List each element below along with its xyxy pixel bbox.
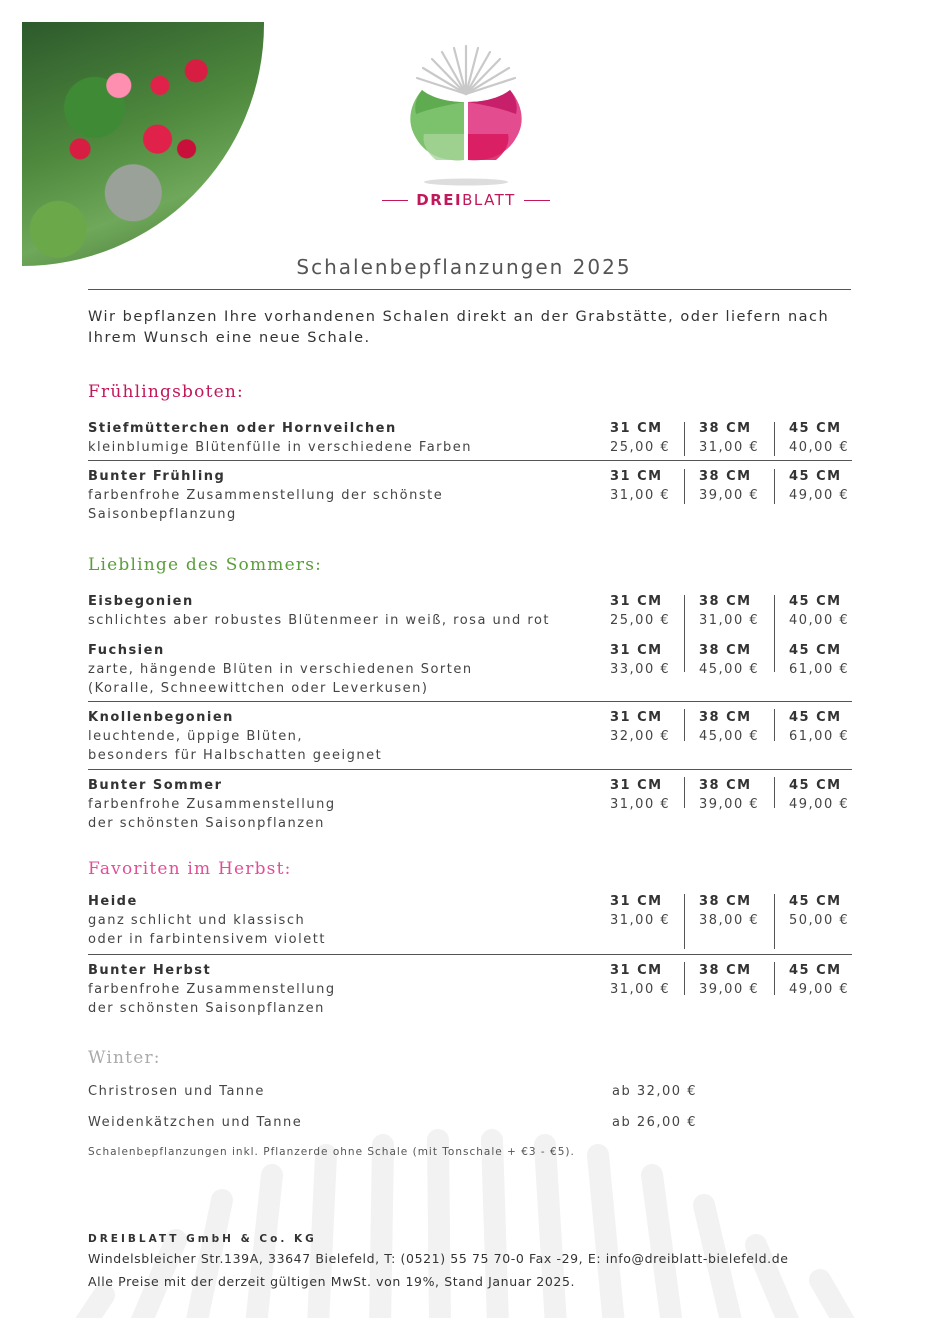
winter-item-name: Weidenkätzchen und Tanne <box>88 1115 303 1130</box>
price-value: 49,00 € <box>789 488 850 503</box>
size-label: 31 CM <box>610 421 663 436</box>
price-value: 40,00 € <box>789 440 850 455</box>
column-divider <box>774 894 775 949</box>
footnote: Schalenbepflanzungen inkl. Pflanzerde ohne Schale (mit Tonschale + €3 - €5). <box>88 1146 575 1158</box>
section-heading-spring: Frühlingsboten: <box>88 382 244 402</box>
price-column <box>789 709 874 746</box>
size-label: 45 CM <box>789 421 842 436</box>
size-label: 38 CM <box>699 894 752 909</box>
price-value: 50,00 € <box>789 913 850 928</box>
column-divider <box>684 595 685 672</box>
price-value: 49,00 € <box>789 982 850 997</box>
size-label: 31 CM <box>610 963 663 978</box>
size-label: 31 CM <box>610 469 663 484</box>
price-column <box>610 468 695 505</box>
price-value: 40,00 € <box>789 613 850 628</box>
size-label: 31 CM <box>610 710 663 725</box>
price-value: 31,00 € <box>699 613 760 628</box>
column-divider <box>684 962 685 995</box>
item-description: (Koralle, Schneewittchen oder Leverkusen) <box>88 681 429 696</box>
item-description: oder in farbintensivem violett <box>88 932 326 947</box>
price-value: 39,00 € <box>699 982 760 997</box>
price-value: 33,00 € <box>610 662 671 677</box>
item-name: Bunter Sommer <box>88 778 223 793</box>
title-divider <box>88 289 851 290</box>
item-description: ganz schlicht und klassisch <box>88 913 306 928</box>
price-column <box>699 962 784 999</box>
size-label: 45 CM <box>789 894 842 909</box>
size-label: 38 CM <box>699 778 752 793</box>
column-divider <box>684 777 685 808</box>
size-label: 31 CM <box>610 778 663 793</box>
price-item <box>88 420 852 457</box>
price-column <box>699 593 784 630</box>
column-divider <box>684 469 685 504</box>
size-label: 45 CM <box>789 710 842 725</box>
footer-vat-note: Alle Preise mit der derzeit gültigen MwSt. von 19%, Stand Januar 2025. <box>88 1274 576 1289</box>
brand-line-left <box>382 200 408 201</box>
price-value: 49,00 € <box>789 797 850 812</box>
price-value: 25,00 € <box>610 613 671 628</box>
item-description: zarte, hängende Blüten in verschiedenen Sorten <box>88 662 473 677</box>
brand-part-light: BLATT <box>462 191 516 209</box>
price-item <box>88 460 852 524</box>
item-name: Knollenbegonien <box>88 710 234 725</box>
intro-text: Wir bepflanzen Ihre vorhandenen Schalen direkt an der Grabstätte, oder liefern nach Ihrem Wunsch eine neue Schale. <box>88 309 830 346</box>
price-value: 31,00 € <box>699 440 760 455</box>
column-divider <box>684 422 685 456</box>
column-divider <box>774 595 775 672</box>
price-value: 31,00 € <box>610 982 671 997</box>
brand-part-bold: DREI <box>416 191 463 209</box>
winter-item-name: Christrosen und Tanne <box>88 1084 265 1099</box>
column-divider <box>774 422 775 456</box>
dreiblatt-logo-icon <box>376 42 556 212</box>
price-column <box>789 893 874 930</box>
item-description: der schönsten Saisonpflanzen <box>88 1001 325 1016</box>
size-label: 38 CM <box>699 469 752 484</box>
price-column <box>610 593 695 630</box>
price-value: 31,00 € <box>610 488 671 503</box>
size-label: 45 CM <box>789 963 842 978</box>
size-label: 31 CM <box>610 643 663 658</box>
price-value: 45,00 € <box>699 729 760 744</box>
column-divider <box>684 709 685 741</box>
price-item <box>88 893 852 949</box>
price-value: 32,00 € <box>610 729 671 744</box>
column-divider <box>684 894 685 949</box>
price-column <box>699 642 784 679</box>
size-label: 38 CM <box>699 643 752 658</box>
flower-bowl-photo <box>22 22 264 266</box>
item-description: schlichtes aber robustes Blütenmeer in weiß, rosa und rot <box>88 613 551 628</box>
item-description: der schönsten Saisonpflanzen <box>88 816 325 831</box>
price-value: 45,00 € <box>699 662 760 677</box>
price-column <box>610 893 695 930</box>
price-item <box>88 593 852 630</box>
price-column <box>699 777 784 814</box>
price-column <box>610 642 695 679</box>
price-column <box>699 420 784 457</box>
item-name: Bunter Frühling <box>88 469 226 484</box>
size-label: 31 CM <box>610 594 663 609</box>
price-value: 61,00 € <box>789 729 850 744</box>
price-value: 25,00 € <box>610 440 671 455</box>
brand-name <box>376 190 556 210</box>
size-label: 38 CM <box>699 594 752 609</box>
brand-wordmark <box>416 191 516 209</box>
price-column <box>699 468 784 505</box>
item-name: Stiefmütterchen oder Hornveilchen <box>88 421 397 436</box>
size-label: 45 CM <box>789 594 842 609</box>
price-item <box>88 769 852 833</box>
footer-company: DREIBLATT GmbH & Co. KG <box>88 1233 317 1245</box>
price-value: 38,00 € <box>699 913 760 928</box>
item-description: farbenfrohe Zusammenstellung <box>88 797 336 812</box>
price-column <box>789 777 874 814</box>
price-value: 39,00 € <box>699 488 760 503</box>
winter-item-price: ab 32,00 € <box>612 1084 697 1099</box>
section-heading-autumn: Favoriten im Herbst: <box>88 859 292 879</box>
price-column <box>610 777 695 814</box>
price-column <box>610 962 695 999</box>
price-column <box>789 468 874 505</box>
item-description: besonders für Halbschatten geeignet <box>88 748 383 763</box>
brand-line-right <box>524 200 550 201</box>
price-column <box>699 893 784 930</box>
column-divider <box>774 777 775 808</box>
item-description: Saisonbepflanzung <box>88 507 237 522</box>
price-column <box>789 642 874 679</box>
price-column <box>789 593 874 630</box>
price-column <box>610 420 695 457</box>
column-divider <box>774 469 775 504</box>
price-value: 31,00 € <box>610 913 671 928</box>
price-value: 61,00 € <box>789 662 850 677</box>
price-column <box>610 709 695 746</box>
item-name: Heide <box>88 894 138 909</box>
item-name: Eisbegonien <box>88 594 194 609</box>
size-label: 38 CM <box>699 421 752 436</box>
price-value: 31,00 € <box>610 797 671 812</box>
price-value: 39,00 € <box>699 797 760 812</box>
size-label: 45 CM <box>789 778 842 793</box>
section-heading-summer: Lieblinge des Sommers: <box>88 555 323 575</box>
price-item <box>88 642 852 698</box>
price-item <box>88 701 852 765</box>
section-heading-winter: Winter: <box>88 1048 161 1068</box>
item-description: farbenfrohe Zusammenstellung der schönste <box>88 488 444 503</box>
price-column <box>699 709 784 746</box>
column-divider <box>774 709 775 741</box>
winter-item-price: ab 26,00 € <box>612 1115 697 1130</box>
footer-address: Windelsbleicher Str.139A, 33647 Bielefeld, T: (0521) 55 75 70-0 Fax -29, E: info@dreiblatt-bielefeld.de <box>88 1251 789 1266</box>
price-column <box>789 420 874 457</box>
item-name: Fuchsien <box>88 643 165 658</box>
price-column <box>789 962 874 999</box>
item-description: leuchtende, üppige Blüten, <box>88 729 304 744</box>
price-item <box>88 954 852 1018</box>
page-title: Schalenbepflanzungen 2025 <box>296 255 632 279</box>
size-label: 45 CM <box>789 469 842 484</box>
column-divider <box>774 962 775 995</box>
size-label: 31 CM <box>610 894 663 909</box>
item-description: kleinblumige Blütenfülle in verschiedene Farben <box>88 440 473 455</box>
item-name: Bunter Herbst <box>88 963 212 978</box>
size-label: 38 CM <box>699 710 752 725</box>
size-label: 38 CM <box>699 963 752 978</box>
item-description: farbenfrohe Zusammenstellung <box>88 982 336 997</box>
size-label: 45 CM <box>789 643 842 658</box>
